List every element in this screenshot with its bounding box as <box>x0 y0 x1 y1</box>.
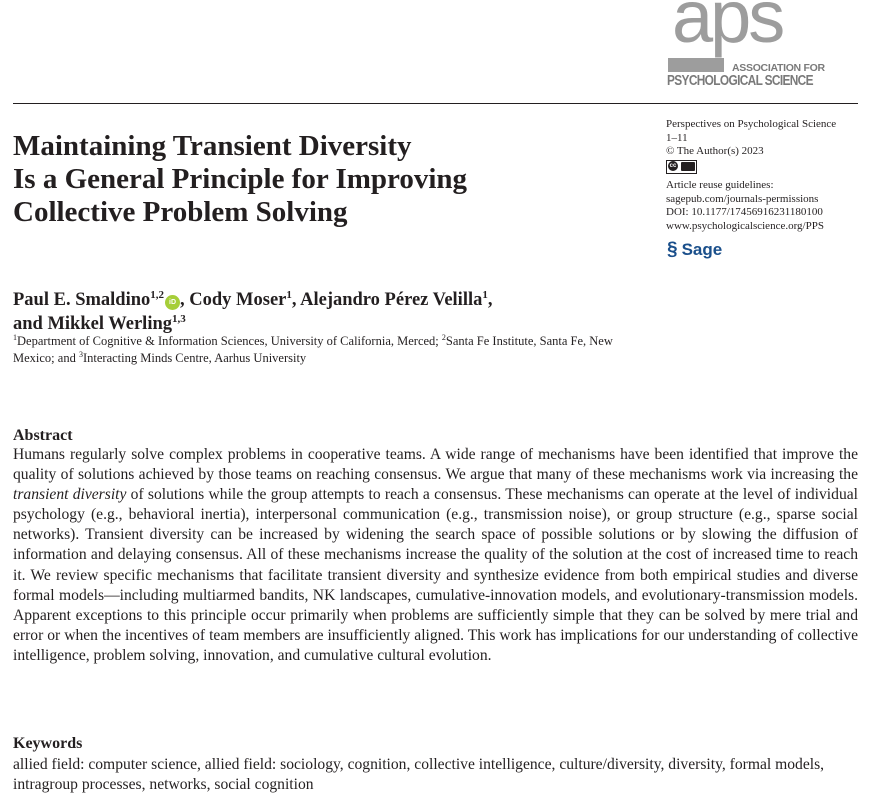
aps-logo-bar <box>668 58 724 72</box>
keywords-heading: Keywords <box>13 735 83 752</box>
page-range: 1–11 <box>666 131 688 144</box>
article-title <box>13 130 613 229</box>
title-line: Collective Problem Solving <box>13 196 348 228</box>
affiliations: $^1$Department of Cognitive & Information Sciences, University of California, Merced; $^2$Santa Fe Institute, Santa Fe, New Mexico; and $^3$Interacting Minds Centre, Aarhus University <box>13 332 613 365</box>
header-rule <box>13 103 858 104</box>
reuse-label: Article reuse guidelines: <box>666 178 774 191</box>
sage-s-icon: § <box>667 239 678 260</box>
author-name[interactable]: Alejandro Pérez Velilla <box>300 290 483 310</box>
journal-website-link[interactable]: www.psychologicalscience.org/PPS <box>666 219 824 232</box>
author-name[interactable]: Paul E. Smaldino <box>13 290 151 310</box>
keywords-list: allied field: computer science, allied field: sociology, cognition, collective intelligence, culture/diversity, diversity, formal models, intragroup processes, networks, social cognition <box>13 756 825 793</box>
title-line: Is a General Principle for Improving <box>13 163 468 195</box>
aps-logo-letters: aps <box>672 0 783 58</box>
journal-metadata <box>666 118 836 234</box>
author-list: Paul E. Smaldino$^{1,2}$iD , Cody Moser$^1$, Alejandro Pérez Velilla$^1$, and Mikkel Werling$^{1,3}$ <box>13 288 493 334</box>
author-affiliation: 1,3 <box>172 312 186 325</box>
author-affiliation: 1,2 <box>150 288 165 301</box>
doi-link[interactable]: DOI: 10.1177/17456916231180100 <box>666 206 823 219</box>
author-name[interactable]: and Mikkel Werling <box>13 314 172 334</box>
sage-logo <box>667 239 722 261</box>
author-name[interactable]: Cody Moser <box>189 290 287 310</box>
author-affiliation: 1 <box>482 288 488 301</box>
orcid-icon[interactable]: iD <box>165 295 180 310</box>
abstract-emphasis: transient diversity <box>13 486 127 504</box>
aps-logo-line1: ASSOCIATION FOR <box>732 62 825 74</box>
journal-name: Perspectives on Psychological Science <box>666 118 837 130</box>
author-affiliation: 1 <box>286 288 292 301</box>
sage-label: Sage <box>681 240 723 259</box>
abstract-heading: Abstract <box>13 427 73 444</box>
aps-logo-line2: PSYCHOLOGICAL SCIENCE <box>667 73 813 89</box>
title-line: Maintaining Transient Diversity <box>13 130 412 162</box>
cc-by-icon[interactable]: cc <box>666 160 697 174</box>
abstract-body: Humans regularly solve complex problems in cooperative teams. A wide range of mechanisms have been identified that improve the quality of solutions achieved by those teams on reaching consensus. We argue that many of these mechanisms work via increasing the transient diversity of solutions while the group attempts to reach a consensus. These mechanisms can operate at the level of individual psychology (e.g., behavioral inertia), interpersonal communication (e.g., transmission noise), or group structure (e.g., sparse social networks). Transient diversity can be increased by widening the search space of possible solutions or by slowing the diffusion of information and delaying consensus. All of these mechanisms increase the quality of the solution at the cost of increased time to reach it. We review specific mechanisms that facilitate transient diversity and synthesize evidence from both empirical studies and diverse formal models—including multiarmed bandits, NK landscapes, cumulative-innovation models, and evolutionary-transmission models. Apparent exceptions to this principle occur primarily when problems are sufficiently simple that they can be solved by mere trial and error or when the incentives of team members are insufficiently aligned. This work has implications for our understanding of collective intelligence, problem solving, innovation, and cumulative cultural evolution. <box>13 446 858 664</box>
reuse-link[interactable]: sagepub.com/journals-permissions <box>666 192 819 205</box>
copyright: © The Author(s) 2023 <box>666 145 764 158</box>
